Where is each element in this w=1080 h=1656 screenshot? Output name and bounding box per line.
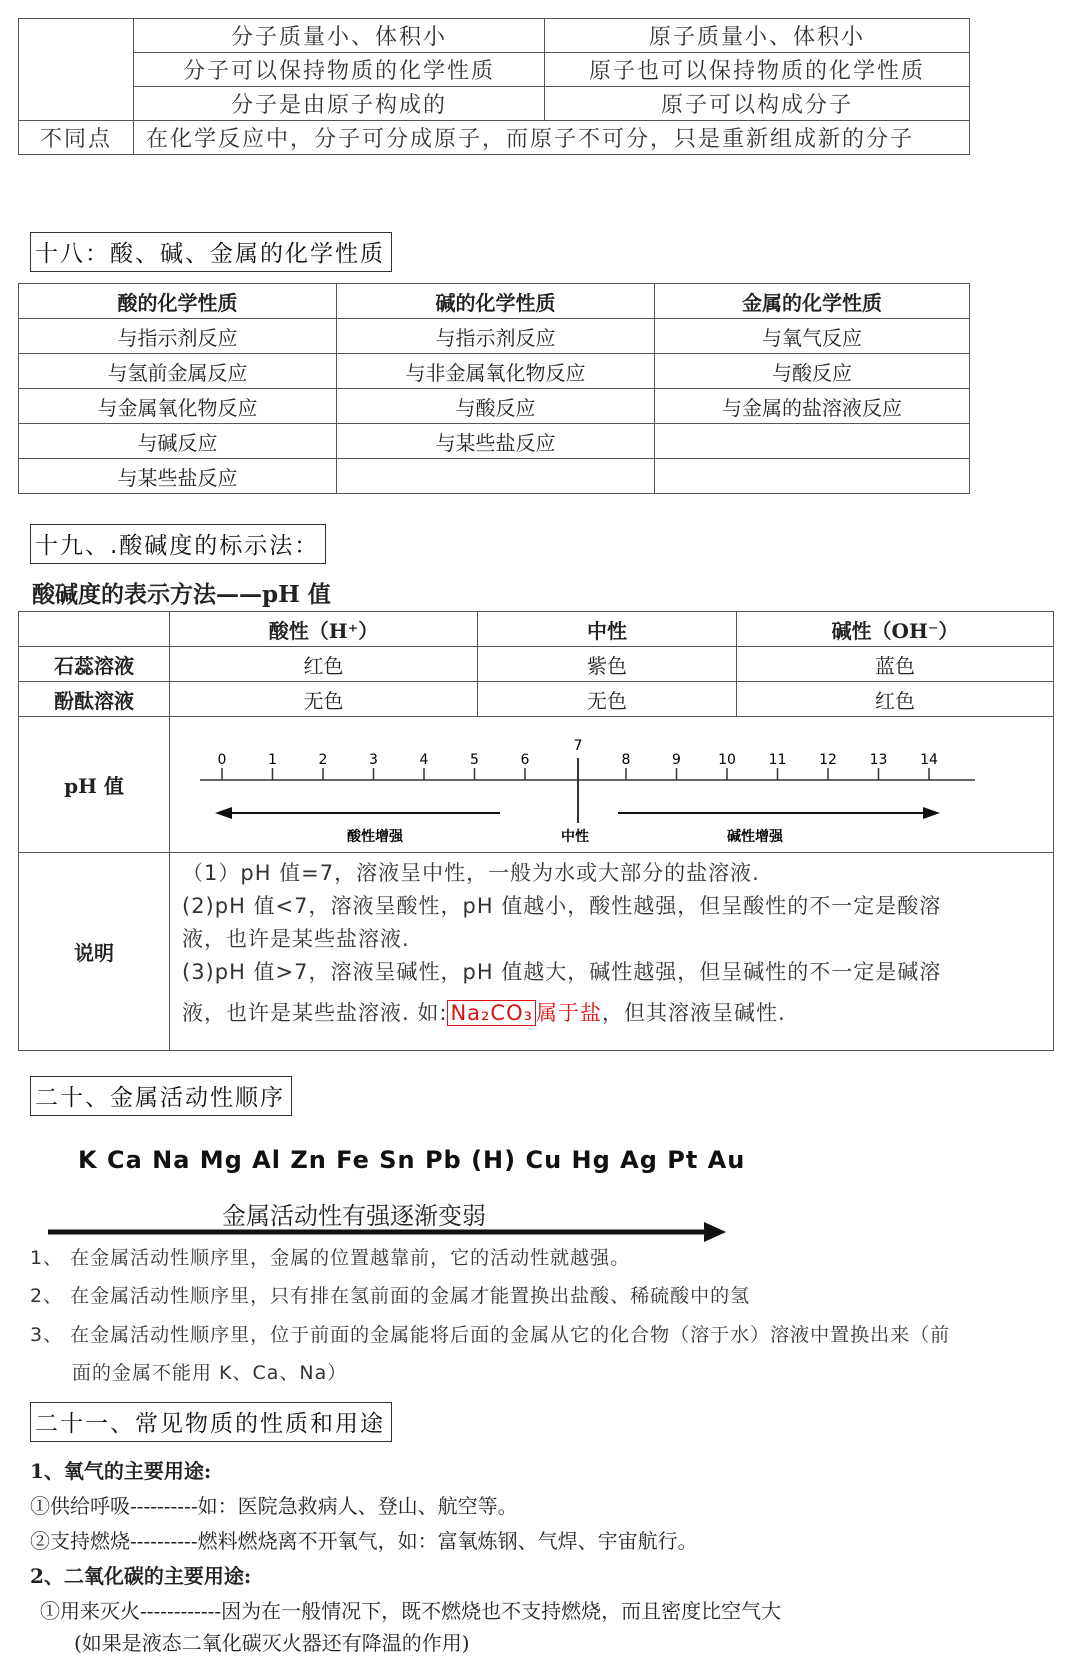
ph-tick-label: 2 [318, 751, 328, 768]
co2-use-item: ①用来灭火------------因为在一般情况下，既不燃烧也不支持燃烧，而且密度比空气大 [40, 1599, 782, 1623]
metal-activity-series: K Ca Na Mg Al Zn Fe Sn Pb (H) Cu Hg Ag Pt Au [78, 1146, 746, 1174]
header-basic: 碱性（OH⁻） [737, 612, 1054, 647]
activity-rule-3-cont: 面的金属不能用 K、Ca、Na） [72, 1362, 348, 1384]
section-19-title: 十九、.酸碱度的标示法： [30, 524, 326, 564]
header-acidic: 酸性（H⁺） [170, 612, 478, 647]
ph-tick-label: 9 [672, 751, 681, 768]
indicator-litmus: 石蕊溶液 [19, 647, 170, 682]
note-prefix: 液，也许是某些盐溶液. 如: [182, 1001, 448, 1025]
ph-label: pH 值 [19, 717, 170, 853]
empty-cell [19, 612, 170, 647]
ph-scale [170, 718, 1050, 852]
table-cell: 与金属的盐溶液反应 [655, 389, 970, 424]
table-cell [655, 459, 970, 494]
activity-arrow-label: 金属活动性有强逐渐变弱 [222, 1202, 486, 1230]
ph-tick-label: 5 [470, 751, 479, 768]
oxygen-uses-title: 1、氧气的主要用途: [30, 1459, 212, 1483]
table-cell: 与指示剂反应 [337, 319, 655, 354]
ph-tick-label: 4 [419, 751, 429, 768]
note-line: （1）pH 值=7，溶液呈中性，一般为水或大部分的盐溶液. [182, 861, 760, 885]
base-arrowhead [923, 807, 940, 819]
ph-tick-label: 13 [869, 751, 888, 768]
ph-tick-label: 7 [573, 737, 583, 754]
activity-arrow [48, 1221, 728, 1243]
ph-tick-label: 8 [621, 751, 631, 768]
co2-use-item: (如果是液态二氧化碳灭火器还有降温的作用) [74, 1631, 470, 1655]
table-cell: 与碱反应 [19, 424, 337, 459]
table-cell: 分子是由原子构成的 [134, 87, 545, 121]
indicator-phenolphthalein: 酚酞溶液 [19, 682, 170, 717]
table-cell: 与氧气反应 [655, 319, 970, 354]
activity-rule-2: 2、 在金属活动性顺序里，只有排在氢前面的金属才能置换出盐酸、稀硫酸中的氢 [30, 1285, 751, 1307]
ph-tick-label: 11 [768, 751, 787, 768]
table-cell [655, 424, 970, 459]
oxygen-use-item: ②支持燃烧----------燃料燃烧离不开氧气，如：富氧炼钢、气焊、宇宙航行。 [30, 1529, 698, 1553]
ph-indicator-table [18, 611, 1054, 1051]
activity-rule-1: 1、 在金属活动性顺序里，金属的位置越靠前，它的活动性就越强。 [30, 1247, 631, 1269]
base-label: 碱性增强 [727, 828, 783, 845]
section-20-title: 二十、金属活动性顺序 [30, 1076, 292, 1116]
section-21-title: 二十一、常见物质的性质和用途 [30, 1402, 392, 1442]
section-18-title: 十八：酸、碱、金属的化学性质 [30, 232, 392, 272]
note-line: (2)pH 值<7，溶液呈酸性，pH 值越小，酸性越强，但呈酸性的不一定是酸溶 [182, 894, 942, 918]
molecule-atom-table [18, 18, 970, 155]
table-cell: 紫色 [478, 647, 737, 682]
table-cell: 红色 [737, 682, 1054, 717]
header-metal: 金属的化学性质 [655, 284, 970, 319]
table-cell: 原子也可以保持物质的化学性质 [545, 53, 970, 87]
diff-text: 在化学反应中，分子可分成原子，而原子不可分，只是重新组成新的分子 [134, 121, 970, 155]
ph-subtitle: 酸碱度的表示方法——pH 值 [32, 581, 331, 608]
ph-tick-label: 0 [217, 751, 227, 768]
oxygen-use-item: ①供给呼吸----------如：医院急救病人、登山、航空等。 [30, 1494, 518, 1518]
note-line-example [182, 989, 1045, 1037]
note-line: (3)pH 值>7，溶液呈碱性，pH 值越大，碱性越强，但呈碱性的不一定是碱溶 [182, 960, 942, 984]
ph-tick-label: 12 [819, 751, 837, 768]
ph-scale-cell [170, 717, 1054, 853]
table-cell: 与金属氧化物反应 [19, 389, 337, 424]
table-cell: 原子质量小、体积小 [545, 19, 970, 53]
table-cell: 与酸反应 [337, 389, 655, 424]
formula-na2co3: Na₂CO₃ [447, 1000, 536, 1026]
note-red-text: 属于盐 [536, 1001, 603, 1025]
note-label: 说明 [19, 853, 170, 1051]
note-suffix: ，但其溶液呈碱性. [602, 1001, 786, 1025]
table-cell: 蓝色 [737, 647, 1054, 682]
co2-uses-title: 2、二氧化碳的主要用途: [30, 1564, 252, 1588]
header-base: 碱的化学性质 [337, 284, 655, 319]
table-cell: 与指示剂反应 [19, 319, 337, 354]
acid-arrowhead [215, 807, 232, 819]
diff-label: 不同点 [19, 121, 134, 155]
table-cell: 分子质量小、体积小 [134, 19, 545, 53]
table-cell: 红色 [170, 647, 478, 682]
neutral-label: 中性 [561, 828, 589, 845]
chemical-properties-table [18, 283, 970, 494]
notes-cell [170, 853, 1054, 1051]
ph-tick-label: 1 [268, 751, 277, 768]
table-cell: 与某些盐反应 [19, 459, 337, 494]
acid-label: 酸性增强 [347, 828, 403, 845]
header-neutral: 中性 [478, 612, 737, 647]
ph-tick-label: 14 [920, 751, 938, 768]
empty-cell [19, 19, 134, 121]
table-cell: 无色 [478, 682, 737, 717]
activity-rule-3: 3、 在金属活动性顺序里，位于前面的金属能将后面的金属从它的化合物（溶于水）溶液中置换出来（前 [30, 1324, 951, 1346]
ph-tick-label: 6 [520, 751, 530, 768]
header-acid: 酸的化学性质 [19, 284, 337, 319]
table-cell: 原子可以构成分子 [545, 87, 970, 121]
table-cell: 与酸反应 [655, 354, 970, 389]
ph-tick-label: 10 [718, 751, 736, 768]
table-cell: 分子可以保持物质的化学性质 [134, 53, 545, 87]
table-cell: 无色 [170, 682, 478, 717]
table-cell [337, 459, 655, 494]
table-cell: 与氢前金属反应 [19, 354, 337, 389]
table-cell: 与某些盐反应 [337, 424, 655, 459]
ph-tick-label: 3 [369, 751, 378, 768]
note-line: 液，也许是某些盐溶液. [182, 927, 410, 951]
table-cell: 与非金属氧化物反应 [337, 354, 655, 389]
